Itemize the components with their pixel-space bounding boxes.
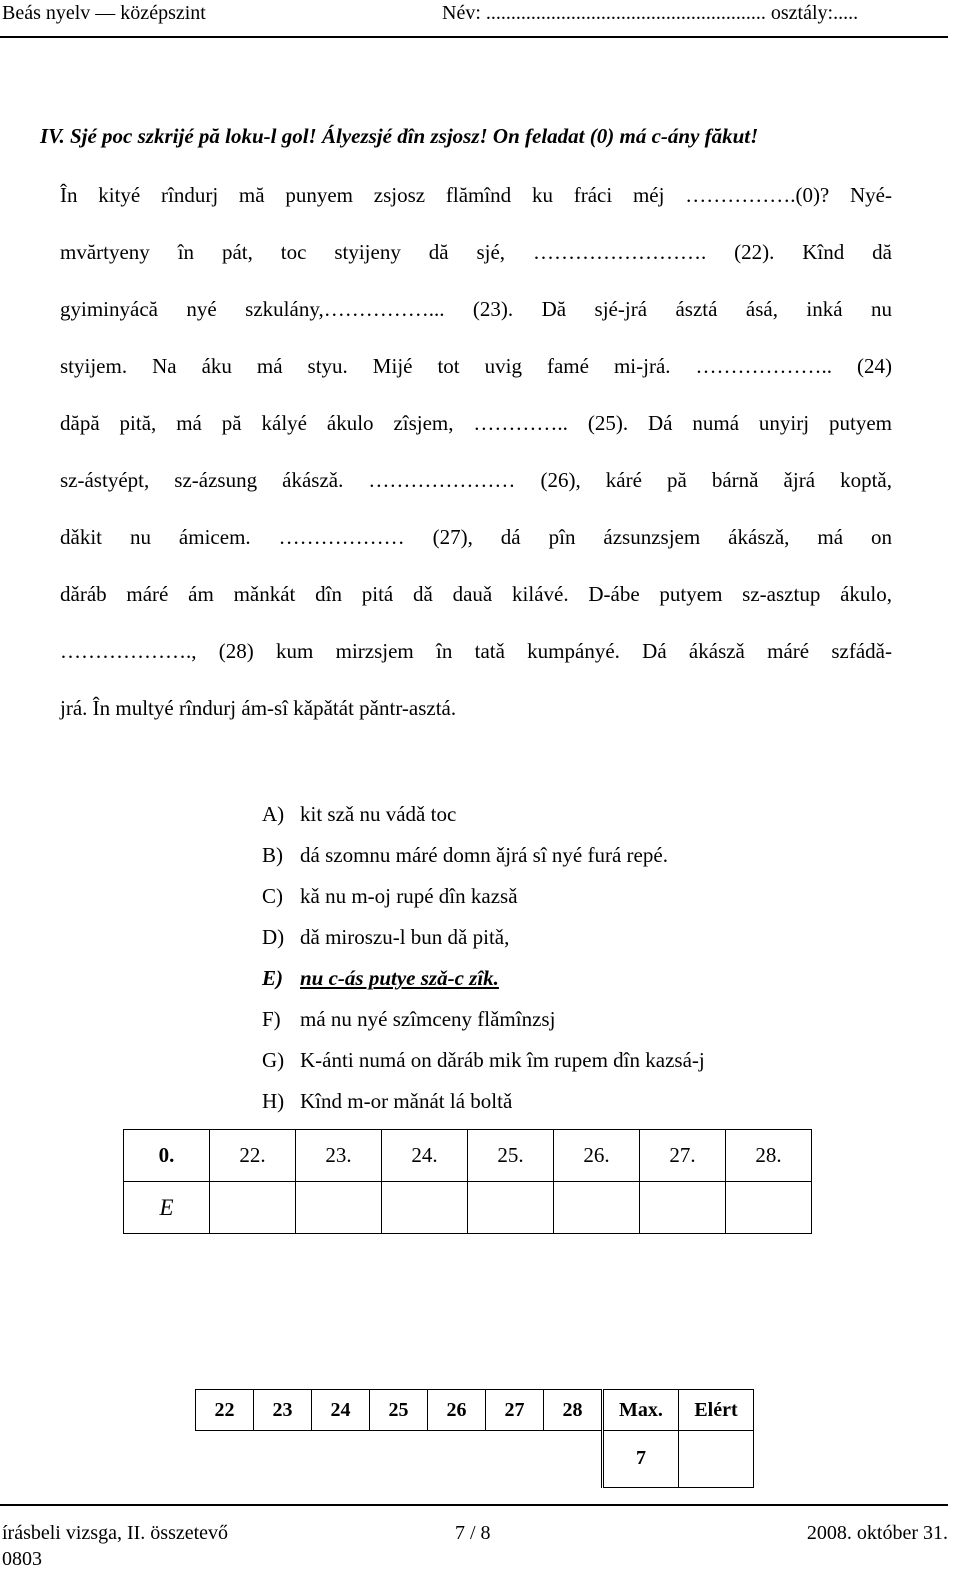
score-header-cell: 25 xyxy=(370,1390,428,1431)
paragraph-line: gyiminyácă nyé szkulány,……………... (23). Dă sjé-jrá ásztá ásá, inká nu xyxy=(60,297,892,321)
answer-header-cell: 22. xyxy=(210,1130,296,1182)
answer-header-cell: 26. xyxy=(554,1130,640,1182)
score-header-cell: 28 xyxy=(544,1390,603,1431)
answer-header-row xyxy=(124,1130,812,1182)
option-h xyxy=(262,1085,705,1126)
paragraph-line: dǎráb máré ám mǎnkát dîn pitá dǎ dauǎ kilávé. D-ábe putyem sz-asztup ákulo, xyxy=(60,582,892,606)
option-e-example xyxy=(262,962,705,1003)
option-text: nu c-ás putye szǎ-c zîk. xyxy=(300,966,499,990)
page-header xyxy=(0,0,948,38)
score-header-cell: 24 xyxy=(312,1390,370,1431)
page-footer xyxy=(0,1504,948,1586)
paragraph-line: sz-ástyépt, sz-ázsung ákászǎ. ………………… (26), káré pă bárnǎ ǎjrá koptǎ, xyxy=(60,468,892,492)
score-max-value: 7 xyxy=(603,1431,679,1488)
answer-cell[interactable] xyxy=(210,1182,296,1234)
option-d xyxy=(262,921,705,962)
option-letter: C) xyxy=(262,884,283,908)
option-letter: A) xyxy=(262,802,285,826)
option-text: má nu nyé szîmceny flǎmînzsj xyxy=(300,1007,556,1031)
answer-table xyxy=(123,1129,812,1234)
answer-header-cell: 28. xyxy=(726,1130,812,1182)
paragraph-line: mvărtyeny în pát, toc styijeny dă sjé, ……………………. (22). Kînd dă xyxy=(60,240,892,264)
footer-date: 2008. október 31. xyxy=(806,1522,948,1544)
option-text: dǎ miroszu-l bun dǎ pitǎ, xyxy=(300,925,510,949)
option-letter: G) xyxy=(262,1048,285,1072)
score-table xyxy=(195,1389,754,1488)
task-paragraph xyxy=(60,178,892,748)
answer-cell[interactable] xyxy=(640,1182,726,1234)
answer-cell[interactable] xyxy=(726,1182,812,1234)
option-text: kit szǎ nu vádǎ toc xyxy=(300,802,457,826)
options-list xyxy=(262,798,705,1126)
answer-header-cell: 25. xyxy=(468,1130,554,1182)
score-header-cell: 22 xyxy=(196,1390,254,1431)
paragraph-line: În kityé rîndurj mă punyem zsjosz flămînd ku fráci méj …………….(0)? Nyé- xyxy=(60,183,892,207)
footer-code: 0803 xyxy=(2,1548,42,1570)
paragraph-line: dăpă pită, má pă kályé ákulo zîsjem, ………….. (25). Dá numá unyirj putyem xyxy=(60,411,892,435)
option-text: Kînd m-or mǎnát lá boltǎ xyxy=(300,1089,513,1113)
answer-row xyxy=(124,1182,812,1234)
paragraph-line: dǎkit nu ámicem. ……………… (27), dá pîn ázsunzsjem ákászǎ, má on xyxy=(60,525,892,549)
score-header-cell: 27 xyxy=(486,1390,544,1431)
option-b xyxy=(262,839,705,880)
score-achieved-value[interactable] xyxy=(679,1431,754,1488)
option-a xyxy=(262,798,705,839)
option-letter: E) xyxy=(262,966,283,990)
score-header-max: Max. xyxy=(603,1390,679,1431)
answer-header-cell: 24. xyxy=(382,1130,468,1182)
option-letter: D) xyxy=(262,925,285,949)
answer-cell[interactable] xyxy=(554,1182,640,1234)
option-f xyxy=(262,1003,705,1044)
footer-page-number: 7 / 8 xyxy=(455,1522,491,1544)
answer-cell[interactable] xyxy=(296,1182,382,1234)
option-letter: H) xyxy=(262,1089,285,1113)
answer-header-cell: 23. xyxy=(296,1130,382,1182)
option-letter: F) xyxy=(262,1007,281,1031)
score-header-row xyxy=(196,1390,754,1431)
score-header-cell: 26 xyxy=(428,1390,486,1431)
score-header-achieved: Elért xyxy=(679,1390,754,1431)
paragraph-line: styijem. Na áku má styu. Mijé tot uvig famé mi-jrá. ……………….. (24) xyxy=(60,354,892,378)
option-text: K-ánti numá on dǎráb mik îm rupem dîn kazsá-j xyxy=(300,1048,705,1072)
answer-header-cell: 27. xyxy=(640,1130,726,1182)
score-header-cell: 23 xyxy=(254,1390,312,1431)
answer-cell[interactable] xyxy=(382,1182,468,1234)
option-letter: B) xyxy=(262,843,283,867)
score-row xyxy=(196,1431,754,1488)
option-text: kǎ nu m-oj rupé dîn kazsǎ xyxy=(300,884,518,908)
option-text: dá szomnu máré domn ǎjrá sî nyé furá repé. xyxy=(300,843,668,867)
answer-header-cell: 0. xyxy=(124,1130,210,1182)
task-title: IV. Sjé poc szkrijé pă loku-l gol! Ályezsjé dîn zsjosz! On feladat (0) má c-ány făkut! xyxy=(40,124,759,148)
header-subject: Beás nyelv — középszint xyxy=(2,2,206,24)
footer-exam-label: írásbeli vizsga, II. összetevő xyxy=(2,1522,229,1544)
answer-cell-example: E xyxy=(124,1182,210,1234)
paragraph-line: jrá. În multyé rîndurj ám-sî kǎpǎtát pǎntr-asztá. xyxy=(60,696,457,720)
header-name-field: Név: ........................................................ osztály:..... xyxy=(442,2,859,24)
answer-cell[interactable] xyxy=(468,1182,554,1234)
paragraph-line: ………………., (28) kum mirzsjem în tatǎ kumpányé. Dá ákászǎ máré szfádǎ- xyxy=(60,639,892,663)
option-c xyxy=(262,880,705,921)
option-g xyxy=(262,1044,705,1085)
